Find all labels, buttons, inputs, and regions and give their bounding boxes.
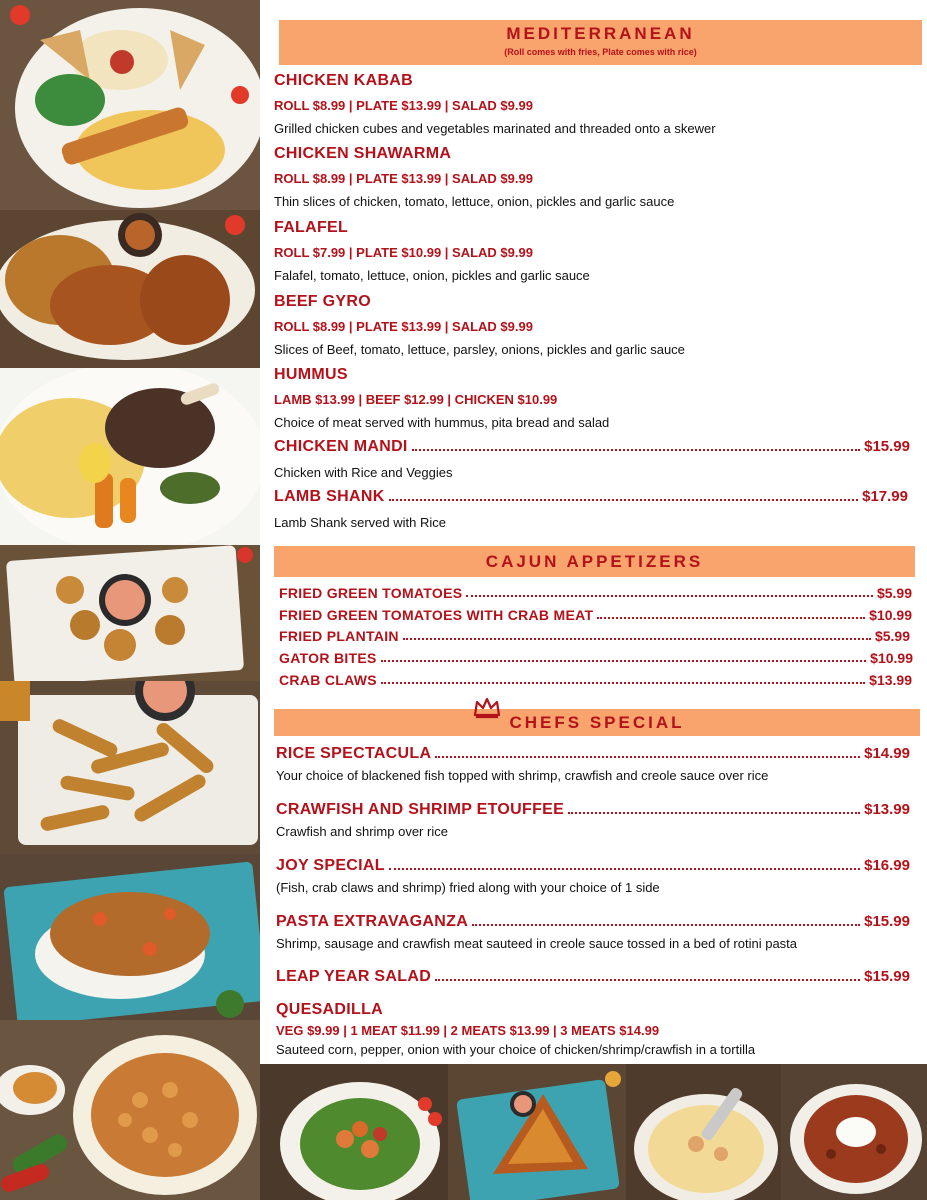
menu-item-quesadilla [276, 1001, 916, 1057]
item-price: $10.99 [870, 650, 913, 666]
dot-leader [403, 638, 871, 640]
item-name: FRIED GREEN TOMATOES WITH CRAB MEAT [279, 607, 594, 623]
item-name: CRAB CLAWS [279, 672, 377, 688]
item-prices: ROLL $8.99 | PLATE $13.99 | SALAD $9.99 [274, 171, 533, 186]
menu-item-joy-special [276, 857, 910, 875]
item-price: $15.99 [864, 438, 910, 455]
crown-icon [473, 697, 501, 719]
item-price: $10.99 [869, 607, 912, 623]
item-price: $14.99 [864, 745, 910, 762]
item-name: FRIED PLANTAIN [279, 628, 399, 644]
etouffee-description: Crawfish and shrimp over rice [276, 824, 448, 839]
menu-item-fried-plantain [279, 628, 910, 644]
cajun-title: CAJUN APPETIZERS [485, 552, 704, 571]
item-description: Thin slices of chicken, tomato, lettuce, onion, pickles and garlic sauce [274, 194, 675, 209]
chicken-mandi-description: Chicken with Rice and Veggies [274, 465, 453, 480]
menu-item-falafel [274, 219, 914, 283]
item-name: CHICKEN SHAWARMA [274, 145, 452, 162]
item-name: LAMB SHANK [274, 488, 385, 505]
pasta-photo [0, 1020, 260, 1200]
dot-leader [435, 756, 860, 758]
dot-leader [597, 617, 865, 619]
item-name: JOY SPECIAL [276, 857, 385, 874]
menu-item-crawfish-shrimp-etouffee [276, 801, 910, 819]
dot-leader [389, 499, 859, 501]
quesadilla-photo [448, 1064, 626, 1200]
bottom-photo-strip [260, 1064, 927, 1200]
mediterranean-subtitle: (Roll comes with fries, Plate comes with rice) [504, 47, 697, 57]
item-name: LEAP YEAR SALAD [276, 968, 432, 985]
item-name: CRAWFISH AND SHRIMP ETOUFFEE [276, 801, 565, 818]
bisque-photo [626, 1064, 781, 1200]
item-name: QUESADILLA [276, 1001, 383, 1018]
etouffee-photo [0, 854, 260, 1020]
dot-leader [435, 979, 860, 981]
item-prices: VEG $9.99 | 1 MEAT $11.99 | 2 MEATS $13.99 | 3 MEATS $14.99 [276, 1023, 660, 1038]
dot-leader [472, 924, 860, 926]
item-description: Choice of meat served with hummus, pita bread and salad [274, 415, 610, 430]
menu-item-rice-spectacula [276, 745, 910, 763]
menu-item-chicken-shawarma [274, 145, 914, 209]
dot-leader [466, 595, 873, 597]
item-name: CHICKEN KABAB [274, 72, 414, 89]
item-description: Falafel, tomato, lettuce, onion, pickles and garlic sauce [274, 268, 590, 283]
menu-item-pasta-extravaganza [276, 913, 910, 931]
roast-chicken-photo [0, 210, 260, 368]
mediterranean-title: MEDITERRANEAN [506, 24, 695, 43]
kabab-plate-photo [0, 0, 260, 210]
gumbo-photo [781, 1064, 927, 1200]
menu-item-fried-green-tomatoes-crab [279, 607, 912, 623]
item-name: FALAFEL [274, 219, 349, 236]
menu-item-lamb-shank [274, 488, 908, 506]
menu-item-fried-green-tomatoes [279, 585, 912, 601]
item-prices: ROLL $8.99 | PLATE $13.99 | SALAD $9.99 [274, 319, 533, 334]
menu-item-crab-claws [279, 672, 912, 688]
item-price: $13.99 [869, 672, 912, 688]
fried-fish-photo [0, 681, 260, 854]
item-prices: ROLL $7.99 | PLATE $10.99 | SALAD $9.99 [274, 245, 533, 260]
dot-leader [568, 812, 860, 814]
item-name: FRIED GREEN TOMATOES [279, 585, 463, 601]
dot-leader [381, 660, 866, 662]
item-description: Sauteed corn, pepper, onion with your choice of chicken/shrimp/crawfish in a tortilla [276, 1042, 756, 1057]
item-description: Slices of Beef, tomato, lettuce, parsley, onions, pickles and garlic sauce [274, 342, 685, 357]
item-name: PASTA EXTRAVAGANZA [276, 913, 469, 930]
item-price: $15.99 [864, 913, 910, 930]
menu-item-chicken-mandi [274, 438, 910, 456]
chefs-title: CHEFS SPECIAL [509, 713, 685, 732]
joy-special-description: (Fish, crab claws and shrimp) fried along with your choice of 1 side [276, 880, 660, 895]
menu-item-gator-bites [279, 650, 913, 666]
lamb-shank-photo [0, 368, 260, 545]
item-price: $5.99 [874, 628, 910, 644]
item-name: HUMMUS [274, 366, 348, 383]
menu-item-beef-gyro [274, 293, 914, 357]
cajun-appetizers-header [274, 546, 915, 577]
item-prices: LAMB $13.99 | BEEF $12.99 | CHICKEN $10.99 [274, 392, 558, 407]
item-price: $15.99 [864, 968, 910, 985]
rice-spectacula-description: Your choice of blackened fish topped with shrimp, crawfish and creole sauce over rice [276, 768, 769, 783]
item-price: $16.99 [864, 857, 910, 874]
leap-year-salad-photo [260, 1064, 448, 1200]
item-prices: ROLL $8.99 | PLATE $13.99 | SALAD $9.99 [274, 98, 533, 113]
gator-bites-photo [0, 545, 260, 681]
item-name: CHICKEN MANDI [274, 438, 408, 455]
food-photo-column [0, 0, 260, 1200]
item-name: RICE SPECTACULA [276, 745, 432, 762]
menu-item-chicken-kabab [274, 72, 914, 136]
lamb-shank-description: Lamb Shank served with Rice [274, 515, 446, 530]
mediterranean-header [279, 20, 922, 65]
item-name: BEEF GYRO [274, 293, 371, 310]
item-name: GATOR BITES [279, 650, 377, 666]
item-price: $5.99 [876, 585, 912, 601]
chefs-special-header [274, 709, 920, 736]
menu-item-hummus [274, 366, 914, 430]
dot-leader [412, 449, 860, 451]
dot-leader [381, 682, 865, 684]
item-price: $13.99 [864, 801, 910, 818]
menu-item-leap-year-salad [276, 968, 910, 986]
dot-leader [389, 868, 860, 870]
item-description: Grilled chicken cubes and vegetables marinated and threaded onto a skewer [274, 121, 716, 136]
pasta-extravaganza-description: Shrimp, sausage and crawfish meat sauteed in creole sauce tossed in a bed of rotini pasta [276, 936, 798, 951]
item-price: $17.99 [862, 488, 908, 505]
